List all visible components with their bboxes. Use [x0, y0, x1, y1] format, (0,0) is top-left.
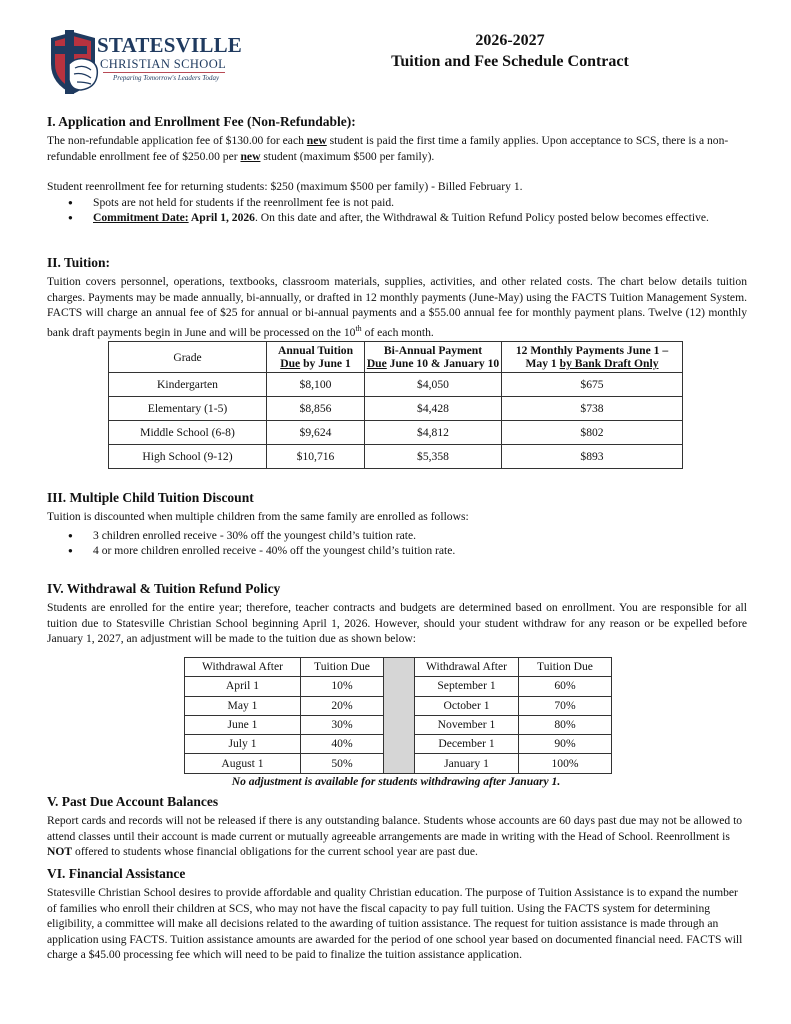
document-title [360, 30, 660, 72]
cell-monthly: $738 [502, 397, 683, 421]
bullet-item: ● 3 children enrolled receive - 30% off the youngest child’s tuition rate. [93, 528, 747, 544]
table-header-row [185, 658, 612, 677]
section-past-due [47, 793, 747, 860]
text: by June 1 [300, 357, 351, 370]
text: Due [280, 357, 301, 370]
section-heading: I. Application and Enrollment Fee (Non-Refundable): [47, 114, 356, 129]
paragraph: Statesville Christian School desires to provide affordable and quality Christian education. The purpose of Tuition Assistance is to expand the number of families who enroll their children at SCS, who may not have the fiscal capacity to pay full tuition. Using the FACTS system for determining eligibility, a committee will make all decisions related to the awarding of tuition assistance. The request for tuition assistance is made through an application using FACTS. Tuition assistance amounts are awarded for the period of one school year based on documented financial need. FACTS will charge a $45.00 processing fee which will need to be paid to finalize the tuition assistance application. [47, 886, 743, 961]
header-withdrawal-after: Withdrawal After [415, 658, 519, 677]
cell-percent: 60% [519, 677, 612, 696]
table-header-row [109, 342, 683, 373]
paragraph: Tuition is discounted when multiple children from the same family are enrolled as follows: [47, 510, 469, 523]
cell-grade: Middle School (6-8) [109, 421, 267, 445]
text: June 10 & January 10 [386, 357, 500, 370]
bullet-list [47, 528, 747, 559]
commitment-date: April 1, 2026 [188, 211, 255, 224]
emphasis-new: new [306, 134, 327, 147]
section-heading: V. Past Due Account Balances [47, 794, 219, 809]
superscript: th [355, 323, 362, 333]
section-heading: III. Multiple Child Tuition Discount [47, 490, 254, 505]
text: 12 Monthly Payments June 1 – [515, 344, 669, 357]
cell-annual: $8,100 [267, 373, 365, 397]
cell-annual: $10,716 [267, 445, 365, 469]
bullet-list [47, 195, 747, 226]
section-heading: II. Tuition: [47, 255, 111, 270]
withdrawal-note: No adjustment is available for students withdrawing after January 1. [231, 775, 561, 788]
title-year: 2026-2027 [475, 32, 545, 49]
shield-cross-lion-icon [47, 30, 99, 96]
text: Annual Tuition [277, 344, 354, 357]
cell-monthly: $893 [502, 445, 683, 469]
school-logo [47, 30, 242, 96]
cell-grade: High School (9-12) [109, 445, 267, 469]
paragraph: Students are enrolled for the entire year; therefore, teacher contracts and budgets are determined based on enrollment. You are responsible for all tuition due to Statesville Christian School beginning April 1, 2026. However, should your student withdraw for any reason or be expelled before January 1, 2027, an adjustment will be made to the tuition due as shown below: [47, 601, 747, 645]
table-spacer [384, 658, 415, 774]
cell-biannual: $4,428 [365, 397, 502, 421]
section-heading: VI. Financial Assistance [47, 866, 186, 881]
text: student is paid the first time a family applies. Upon acceptance to SCS, there is a non-refundable enrollment fee of $250.00 per [47, 134, 729, 163]
logo-subname: CHRISTIAN SCHOOL [100, 57, 227, 71]
table-row [109, 373, 683, 397]
cell-date: August 1 [185, 754, 301, 773]
cell-date: December 1 [415, 735, 519, 754]
bullet-item: ● 4 or more children enrolled receive - 40% off the youngest child’s tuition rate. [93, 543, 747, 559]
withdrawal-table [184, 657, 612, 774]
table-row [109, 445, 683, 469]
title-text: Tuition and Fee Schedule Contract [391, 53, 629, 70]
cell-percent: 80% [519, 715, 612, 734]
paragraph: Student reenrollment fee for returning students: $250 (maximum $500 per family) - Billed February 1. [47, 180, 523, 193]
cell-annual: $9,624 [267, 421, 365, 445]
text: The non-refundable application fee of $130.00 for each [47, 134, 307, 147]
cell-date: January 1 [415, 754, 519, 773]
text: student (maximum $500 per family). [260, 149, 435, 163]
logo-name: STATESVILLE [97, 33, 242, 57]
bullet-item: ● Spots are not held for students if the reenrollment fee is not paid. [93, 195, 747, 211]
text: May 1 [525, 357, 560, 370]
cell-percent: 10% [301, 677, 384, 696]
cell-biannual: $4,812 [365, 421, 502, 445]
commitment-label: Commitment Date: [93, 211, 189, 224]
header-biannual [365, 342, 502, 373]
section-tuition [47, 254, 747, 340]
paragraph [47, 813, 747, 860]
cell-monthly: $802 [502, 421, 683, 445]
cell-date: October 1 [415, 696, 519, 715]
header-withdrawal-after: Withdrawal After [185, 658, 301, 677]
cell-percent: 30% [301, 715, 384, 734]
section-withdrawal-policy [47, 580, 747, 647]
text: by Bank Draft Only [559, 357, 659, 370]
cell-biannual: $5,358 [365, 445, 502, 469]
text: of each month. [361, 325, 434, 339]
cell-date: July 1 [185, 735, 301, 754]
bullet-item [93, 210, 747, 226]
table-row [109, 397, 683, 421]
text: offered to students whose financial obligations for the current school year are past due. [72, 845, 478, 858]
header-monthly [502, 342, 683, 373]
section-heading: IV. Withdrawal & Tuition Refund Policy [47, 581, 281, 596]
emphasis-new: new [240, 149, 261, 163]
text: Due [366, 357, 387, 370]
cell-annual: $8,856 [267, 397, 365, 421]
header-grade: Grade [109, 342, 267, 373]
cell-percent: 20% [301, 696, 384, 715]
tuition-table [108, 341, 683, 469]
cell-biannual: $4,050 [365, 373, 502, 397]
cell-date: May 1 [185, 696, 301, 715]
cell-percent: 70% [519, 696, 612, 715]
cell-grade: Kindergarten [109, 373, 267, 397]
header-tuition-due: Tuition Due [519, 658, 612, 677]
table-row [109, 421, 683, 445]
cell-percent: 100% [519, 754, 612, 773]
cell-percent: 90% [519, 735, 612, 754]
header-tuition-due: Tuition Due [301, 658, 384, 677]
text: . On this date and after, the Withdrawal & Tuition Refund Policy posted below becomes effective. [254, 211, 709, 224]
cell-grade: Elementary (1-5) [109, 397, 267, 421]
paragraph [47, 274, 747, 340]
cell-date: April 1 [185, 677, 301, 696]
cell-date: June 1 [185, 715, 301, 734]
paragraph [47, 133, 747, 164]
emphasis-not: NOT [47, 845, 73, 858]
header-annual [267, 342, 365, 373]
cell-date: September 1 [415, 677, 519, 696]
section-application-fee [47, 113, 747, 226]
cell-percent: 40% [301, 735, 384, 754]
cell-monthly: $675 [502, 373, 683, 397]
section-financial-assistance [47, 865, 747, 963]
text: Report cards and records will not be released if there is any outstanding balance. Students whose accounts are 60 days past due may not be allowed to attend classes until their account is made current or mutually agreeable arrangements are made in writing with the Head of School. Reenrollment is [47, 814, 743, 843]
logo-divider [103, 72, 225, 73]
logo-tagline: Preparing Tomorrow's Leaders Today [113, 74, 220, 82]
cell-percent: 50% [301, 754, 384, 773]
section-multiple-child-discount [47, 489, 747, 559]
cell-date: November 1 [415, 715, 519, 734]
text: Tuition covers personnel, operations, textbooks, classroom materials, supplies, activities, and other related costs. The chart below details tuition charges. Payments may be made annually, bi-annually, or drafted in 12 monthly payments (June-May) using the FACTS Tuition Management System. FACTS will charge an annual fee of $25 for annual or bi-annual payments and a $55.00 annual fee for monthly payment plans. Twelve (12) monthly bank draft payments begin in June and will be processed on the 10 [47, 275, 747, 339]
text: Bi-Annual Payment [383, 344, 483, 357]
